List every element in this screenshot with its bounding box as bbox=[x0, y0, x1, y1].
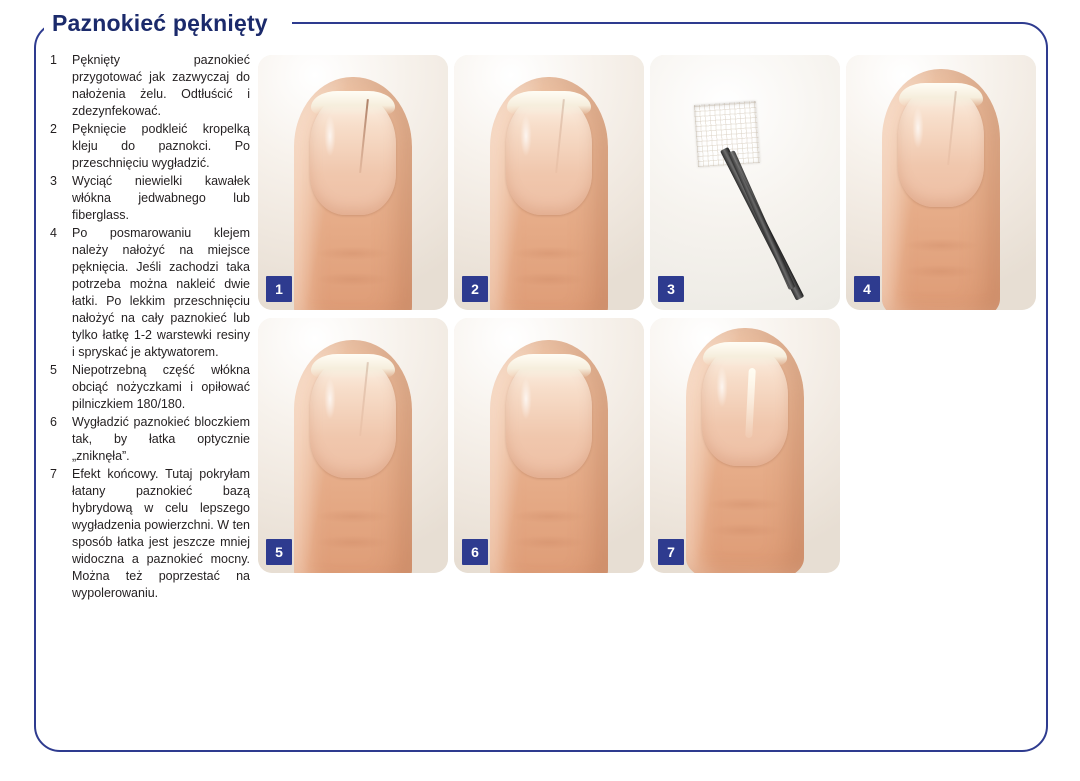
step-text: Wygładzić paznokieć bloczkiem tak, by łatka optycznie „zniknęła”. bbox=[72, 415, 250, 463]
list-item bbox=[50, 225, 250, 361]
step-text: Niepotrzebną część włókna obciąć nożyczkami i opiłować pilniczkiem 180/180. bbox=[72, 363, 250, 411]
knuckle-crease bbox=[889, 265, 993, 281]
step-number: 6 bbox=[50, 415, 57, 429]
finger-photo-illustration bbox=[258, 318, 448, 573]
photo-badge: 4 bbox=[854, 276, 880, 302]
nail-tip bbox=[507, 354, 591, 378]
step-number: 4 bbox=[50, 226, 57, 240]
photo-filed-nail bbox=[258, 318, 448, 573]
photo-crack-glued bbox=[454, 55, 644, 310]
photo-grid bbox=[258, 55, 1038, 581]
knuckle-crease bbox=[301, 536, 405, 552]
knuckle-crease bbox=[693, 498, 797, 514]
nail-tip bbox=[311, 354, 395, 378]
photo-silk-patch-on-tweezers bbox=[650, 55, 840, 310]
tweezers-photo-illustration bbox=[650, 55, 840, 310]
step-text: Wyciąć niewielki kawałek włókna jedwabnego lub fiberglass. bbox=[72, 174, 250, 222]
list-item bbox=[50, 466, 250, 602]
page-title: Paznokieć pęknięty bbox=[52, 10, 268, 36]
step-text: Po posmarowaniu klejem należy nałożyć na miejsce pęknięcia. Jeśli zachodzi taka potrzeba można nakleić dwie łatki. Po lekkim przeschnięciu nałożyć na cały paznokieć lub tylko łatkę 1-2 warstewki resiny i spryskać je aktywatorem. bbox=[72, 226, 250, 359]
photo-cracked-nail-prepared bbox=[258, 55, 448, 310]
photo-badge: 3 bbox=[658, 276, 684, 302]
photo-row bbox=[258, 55, 1038, 310]
photo-badge: 1 bbox=[266, 276, 292, 302]
knuckle-crease bbox=[497, 510, 601, 526]
knuckle-crease bbox=[889, 239, 993, 255]
photo-badge: 6 bbox=[462, 539, 488, 565]
tweezer-arm bbox=[728, 150, 795, 290]
list-item bbox=[50, 362, 250, 413]
finger-photo-illustration bbox=[846, 55, 1036, 310]
photo-placeholder-empty bbox=[846, 318, 1036, 573]
finger-shape bbox=[490, 77, 608, 310]
photo-row bbox=[258, 318, 1038, 573]
finger-shape bbox=[294, 77, 412, 310]
list-item bbox=[50, 173, 250, 224]
nail-tip bbox=[507, 91, 591, 115]
finger-photo-illustration bbox=[454, 55, 644, 310]
knuckle-crease bbox=[301, 273, 405, 289]
gloss-streak bbox=[745, 368, 756, 438]
step-text: Efekt końcowy. Tutaj pokryłam łatany paznokieć bazą hybrydową w celu lepszego wygładzenia powierzchni. W ten sposób łatka jest jeszcze mniej widoczna a paznokieć mocny. Można też poprzestać na wypolerowaniu. bbox=[72, 467, 250, 600]
steps-list bbox=[50, 52, 250, 603]
step-number: 1 bbox=[50, 53, 57, 67]
finger-photo-illustration bbox=[454, 318, 644, 573]
knuckle-crease bbox=[301, 247, 405, 263]
knuckle-crease bbox=[301, 510, 405, 526]
list-item bbox=[50, 121, 250, 172]
nail-tip bbox=[703, 342, 787, 366]
list-item bbox=[50, 52, 250, 120]
step-number: 3 bbox=[50, 174, 57, 188]
finger-photo-illustration bbox=[650, 318, 840, 573]
nail-tip bbox=[311, 91, 395, 115]
list-item bbox=[50, 414, 250, 465]
knuckle-crease bbox=[497, 247, 601, 263]
step-text: Pęknięcie podkleić kropelką kleju do paznokci. Po przeschnięciu wygładzić. bbox=[72, 122, 250, 170]
nail-tip bbox=[899, 83, 983, 107]
finger-shape bbox=[490, 340, 608, 573]
photo-buffed-nail bbox=[454, 318, 644, 573]
photo-badge: 5 bbox=[266, 539, 292, 565]
photo-badge: 2 bbox=[462, 276, 488, 302]
photo-patch-applied bbox=[846, 55, 1036, 310]
step-number: 2 bbox=[50, 122, 57, 136]
finger-shape bbox=[686, 328, 804, 573]
step-number: 7 bbox=[50, 467, 57, 481]
knuckle-crease bbox=[693, 524, 797, 540]
finger-shape bbox=[882, 69, 1000, 310]
knuckle-crease bbox=[497, 273, 601, 289]
photo-final-result bbox=[650, 318, 840, 573]
finger-photo-illustration bbox=[258, 55, 448, 310]
step-number: 5 bbox=[50, 363, 57, 377]
knuckle-crease bbox=[497, 536, 601, 552]
photo-badge: 7 bbox=[658, 539, 684, 565]
finger-shape bbox=[294, 340, 412, 573]
step-text: Pęknięty paznokieć przygotować jak zazwyczaj do nałożenia żelu. Odtłuścić i zdezynfekować. bbox=[72, 53, 250, 118]
tweezers-icon bbox=[714, 151, 840, 310]
